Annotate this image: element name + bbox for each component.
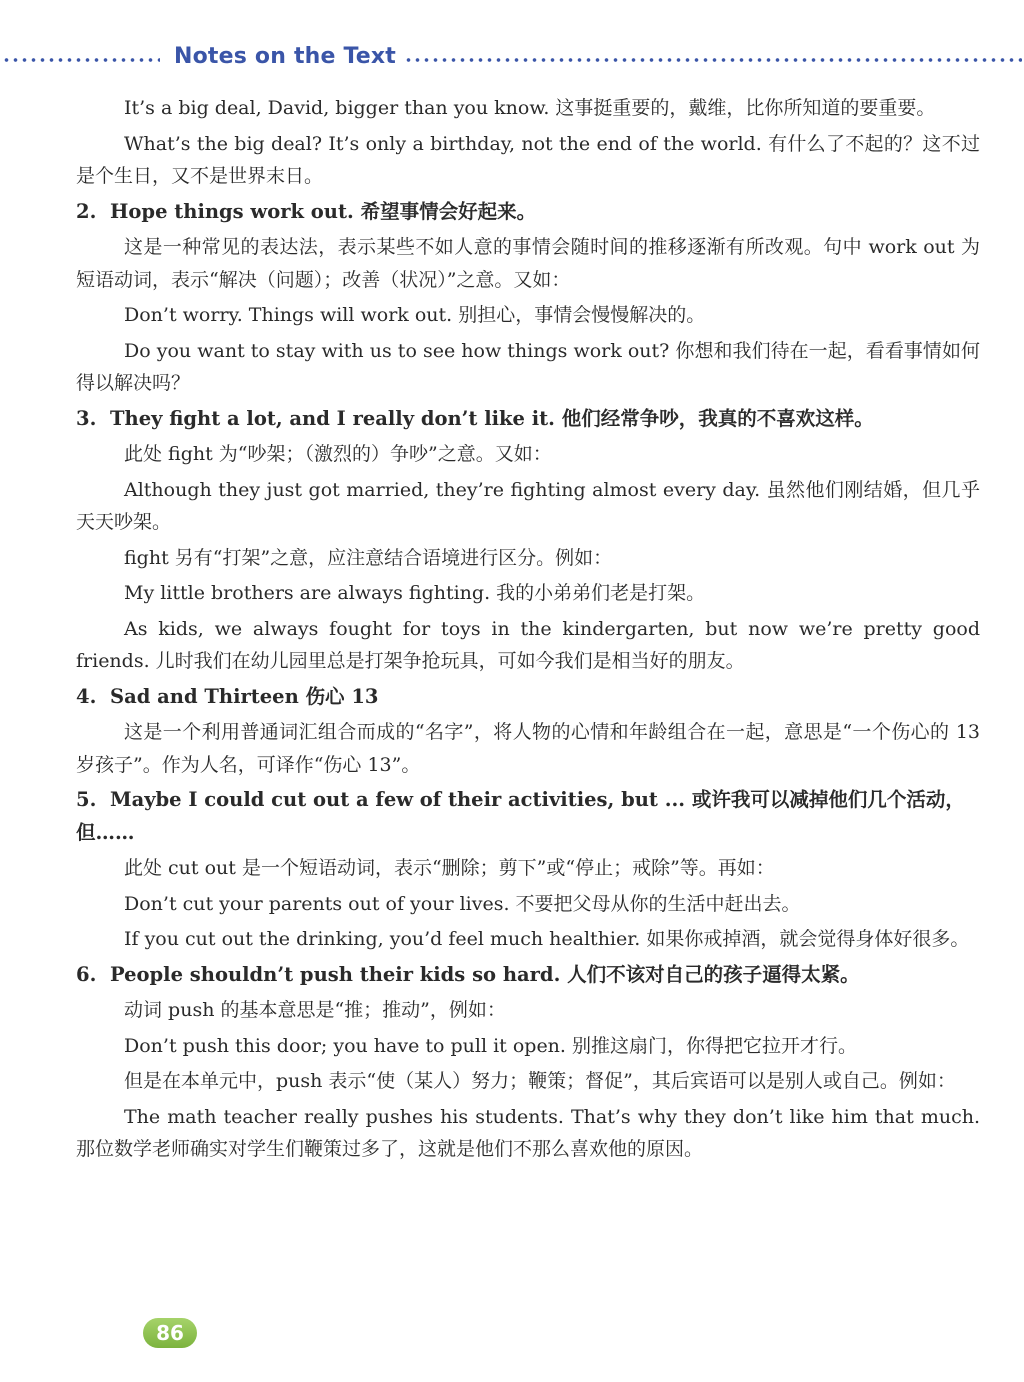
section-header xyxy=(0,42,1024,78)
explanation-paragraph: 此处 cut out 是一个短语动词，表示“删除；剪下”或“停止；戒除”等。再如： xyxy=(124,857,775,879)
note-heading-text: Hope things work out. 希望事情会好起来。 xyxy=(110,199,537,223)
example-sentence: Don’t push this door; you have to pull it open. 别推这扇门，你得把它拉开才行。 xyxy=(124,1034,858,1057)
note-heading-text: People shouldn’t push their kids so hard. 人们不该对自己的孩子逼得太紧。 xyxy=(110,962,860,986)
explanation-paragraph: 动词 push 的基本意思是“推；推动”，例如： xyxy=(124,999,506,1021)
example-sentence: Don’t worry. Things will work out. 别担心，事情会慢慢解决的。 xyxy=(124,304,706,326)
note-heading-text: Sad and Thirteen 伤心 13 xyxy=(110,684,379,708)
explanation-paragraph: 这是一种常见的表达法，表示某些不如人意的事情会随时间的推移逐渐有所改观。句中 work out 为短语动词，表示“解决（问题）；改善（状况）”之意。又如： xyxy=(76,236,980,291)
example-sentence: Do you want to stay with us to see how things work out? 你想和我们待在一起，看看事情如何得以解决吗？ xyxy=(76,339,980,394)
example-sentence: Don’t cut your parents out of your lives. 不要把父母从你的生活中赶出去。 xyxy=(124,892,801,915)
note-number: 5. xyxy=(76,788,97,811)
note-heading-2 xyxy=(76,196,980,229)
note-heading-3 xyxy=(76,403,980,436)
note-heading-text: Maybe I could cut out a few of their activities, but ... 或许我可以减掉他们几个活动，但…… xyxy=(76,788,965,844)
example-sentence: Although they just got married, they’re fighting almost every day. 虽然他们刚结婚，但几乎天天吵架。 xyxy=(76,478,980,533)
note-number: 4. xyxy=(76,684,97,708)
notes-body xyxy=(76,92,980,1169)
note-heading-text: They fight a lot, and I really don’t like it. 他们经常争吵，我真的不喜欢这样。 xyxy=(110,406,874,430)
explanation-paragraph: 此处 fight 为“吵架；（激烈的）争吵”之意。又如： xyxy=(124,443,552,465)
explanation-paragraph: fight 另有“打架”之意，应注意结合语境进行区分。例如： xyxy=(124,546,613,569)
section-title: Notes on the Text xyxy=(174,44,397,69)
note-heading-5 xyxy=(76,784,980,849)
dotted-rule-right xyxy=(404,58,1022,62)
note-number: 2. xyxy=(76,199,97,223)
example-sentence: My little brothers are always fighting. 我的小弟弟们老是打架。 xyxy=(124,582,706,604)
explanation-paragraph: 但是在本单元中，push 表示“使（某人）努力；鞭策；督促”，其后宾语可以是别人或自己。例如： xyxy=(124,1070,956,1092)
example-sentence: The math teacher really pushes his students. That’s why they don’t like him that much. 那位数学老师确实对学生们鞭策过多了，这就是他们不那么喜欢他的原因。 xyxy=(76,1105,980,1160)
example-sentence: It’s a big deal, David, bigger than you know. 这事挺重要的，戴维，比你所知道的要重要。 xyxy=(124,97,936,119)
note-heading-6 xyxy=(76,959,980,992)
note-number: 6. xyxy=(76,962,97,986)
page-number-badge: 86 xyxy=(143,1318,197,1348)
note-number: 3. xyxy=(76,406,97,430)
note-heading-4 xyxy=(76,681,980,714)
explanation-paragraph: 这是一个利用普通词汇组合而成的“名字”，将人物的心情和年龄组合在一起，意思是“一个伤心的 13 岁孩子”。作为人名，可译作“伤心 13”。 xyxy=(76,721,980,776)
example-sentence: If you cut out the drinking, you’d feel much healthier. 如果你戒掉酒，就会觉得身体好很多。 xyxy=(124,928,970,950)
example-sentence: What’s the big deal? It’s only a birthday, not the end of the world. 有什么了不起的？这不过是个生日，又不是世界末日。 xyxy=(76,132,980,187)
example-sentence: As kids, we always fought for toys in the kindergarten, but now we’re pretty good friends. 儿时我们在幼儿园里总是打架争抢玩具，可如今我们是相当好的朋友。 xyxy=(76,617,980,672)
dotted-rule-left xyxy=(2,58,160,62)
